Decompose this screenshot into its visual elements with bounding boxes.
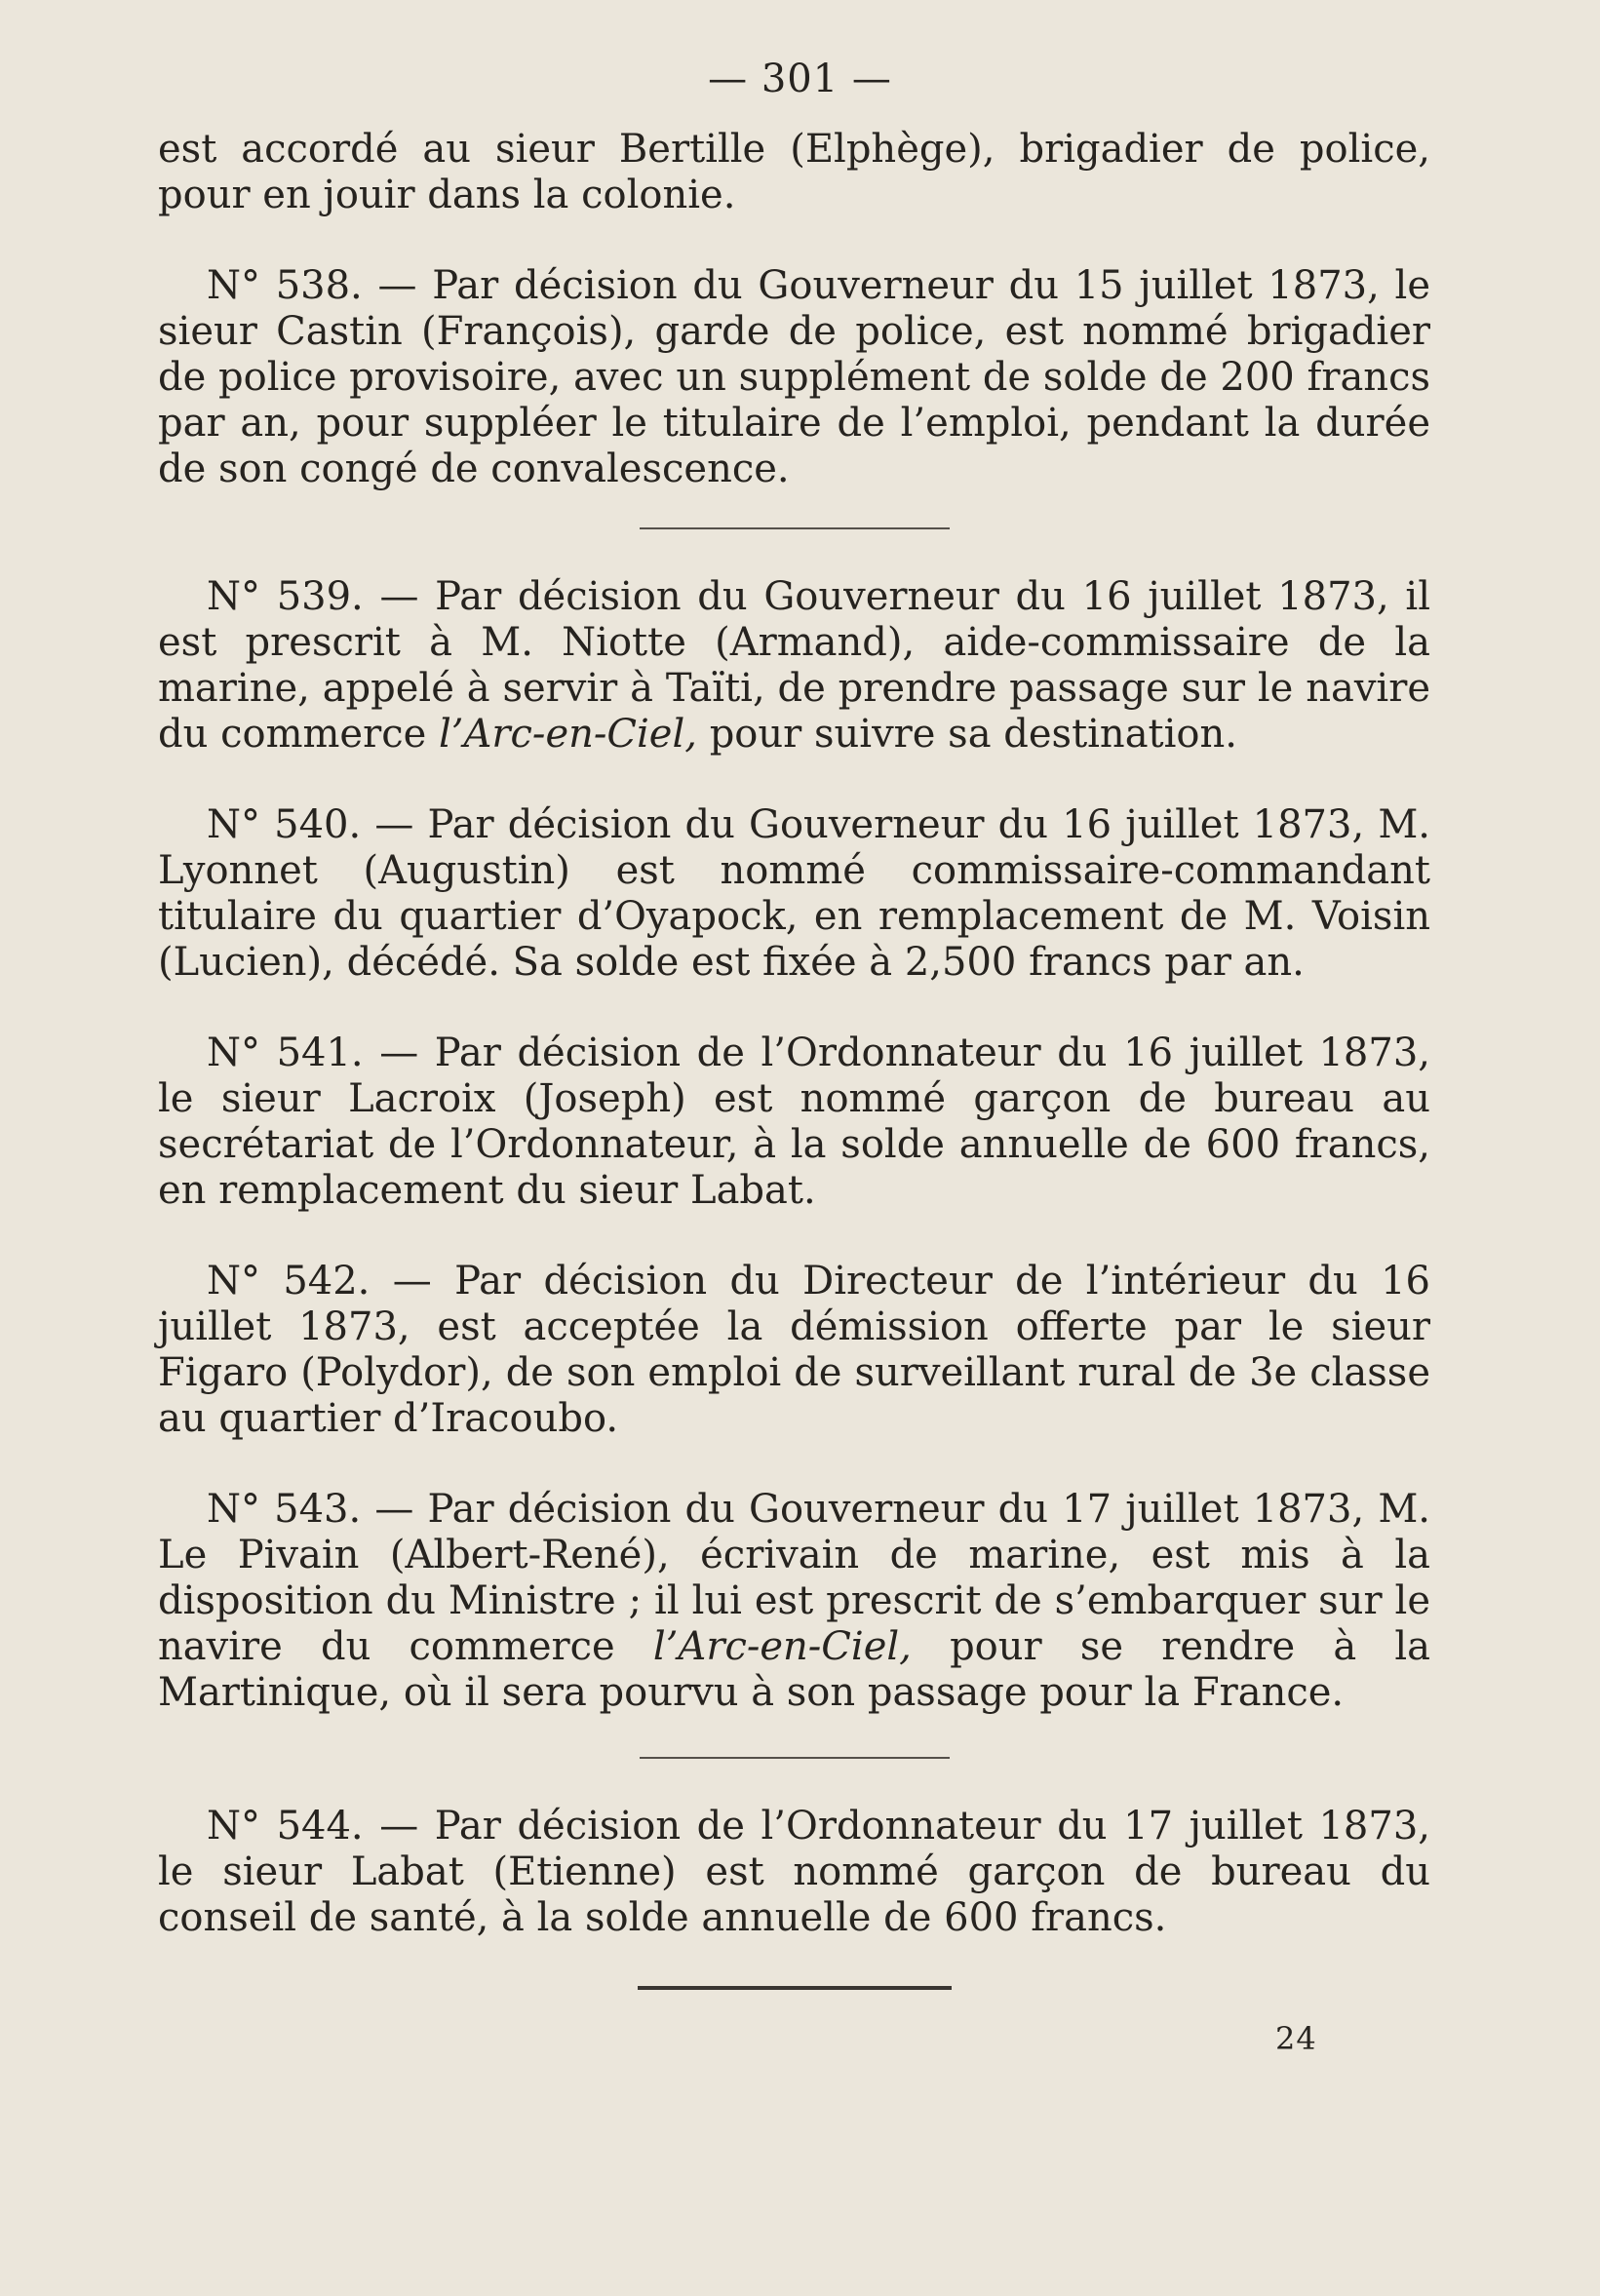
paragraph-541: N° 541. — Par décision de l’Ordonnateur du 16 juillet 1873, le sieur Lacroix (Joseph) est nommé garçon de bureau au secrétariat de l’Ordonnateur, à la solde annuelle de 600 francs, en remplacement du sieur Labat.: [158, 1031, 1430, 1213]
signature-mark: 24: [1275, 2020, 1317, 2057]
paragraph-543: [158, 1487, 1430, 1716]
section-divider: [640, 527, 950, 529]
closing-rule: [638, 1986, 952, 1990]
paragraph-538: N° 538. — Par décision du Gouverneur du 15 juillet 1873, le sieur Castin (François), garde de police, est nommé brigadier de police provisoire, avec un supplément de solde de 200 francs par an, pour suppléer le titulaire de l’emploi, pendant la durée de son congé de convalescence.: [158, 263, 1430, 491]
paragraph-539-tail: pour suivre sa destination.: [696, 712, 1237, 757]
paragraph-542: N° 542. — Par décision du Directeur de l’intérieur du 16 juillet 1873, est acceptée la démission offerte par le sieur Figaro (Polydor), de son emploi de surveillant rural de 3e classe au quartier d’Iracoubo.: [158, 1259, 1430, 1441]
paragraph-continuation: est accordé au sieur Bertille (Elphège), brigadier de police, pour en jouir dans la colonie.: [158, 127, 1430, 217]
document-body: [158, 127, 1430, 1990]
paragraph-543-tail: pour se rendre à la Martinique, où il sera pourvu à son passage pour la France.: [158, 1624, 1430, 1715]
paragraph-540: N° 540. — Par décision du Gouverneur du 16 juillet 1873, M. Lyonnet (Augustin) est nommé commissaire-commandant titulaire du quartier d’Oyapock, en remplacement de M. Voisin (Lucien), décédé. Sa solde est fixée à 2,500 francs par an.: [158, 802, 1430, 985]
paragraph-543-text: N° 543. — Par décision du Gouverneur du 17 juillet 1873, M. Le Pivain (Albert-René), écrivain de marine, est mis à la disposition du Ministre ; il lui est prescrit de s’embarquer sur le navire du commerce: [158, 1487, 1430, 1669]
page-number: — 301 —: [708, 57, 892, 101]
paragraph-539: [158, 574, 1430, 758]
paragraph-539-text: N° 539. — Par décision du Gouverneur du 16 juillet 1873, il est prescrit à M. Niotte (Armand), aide-commissaire de la marine, appelé à servir à Taïti, de prendre passage sur le navire du commerce: [158, 574, 1430, 757]
ship-name: l’Arc-en-Ciel,: [652, 1624, 912, 1669]
section-divider: [640, 1757, 950, 1759]
paragraph-544: N° 544. — Par décision de l’Ordonnateur du 17 juillet 1873, le sieur Labat (Etienne) est nommé garçon de bureau du conseil de santé, à la solde annuelle de 600 francs.: [158, 1804, 1430, 1940]
ship-name: l’Arc-en-Ciel,: [439, 712, 697, 757]
